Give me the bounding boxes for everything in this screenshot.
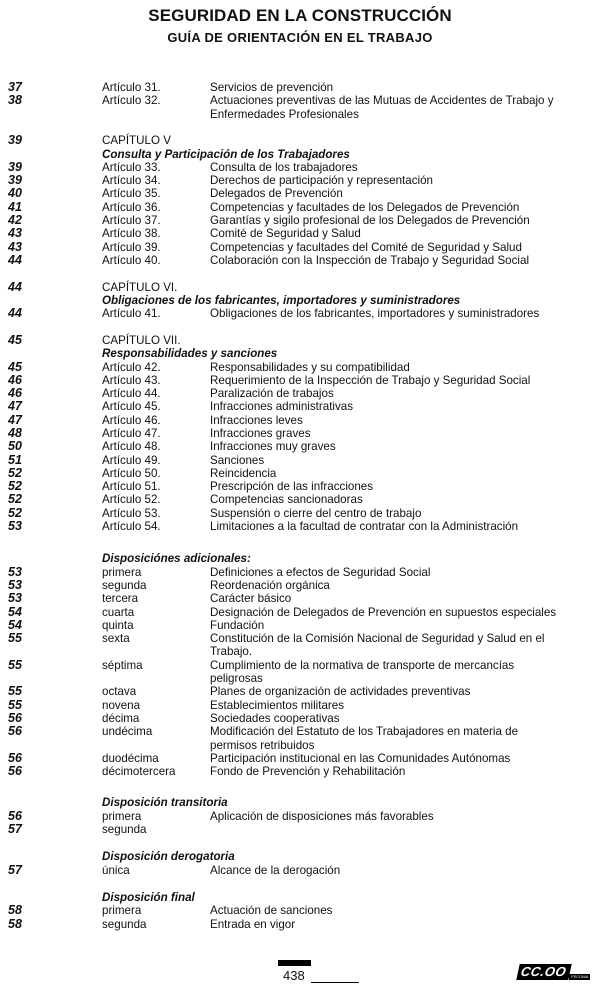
toc-label: Artículo 48. xyxy=(102,440,161,454)
toc-text: Modificación del Estatuto de los Trabajadores en materia de permisos retribuidos xyxy=(210,725,519,752)
toc-text: Derechos de participación y representación xyxy=(210,174,433,188)
toc-text: Definiciones a efectos de Seguridad Social xyxy=(210,565,431,579)
spacer xyxy=(0,267,600,280)
toc-row[interactable] xyxy=(0,201,600,214)
toc-row[interactable] xyxy=(0,918,600,931)
toc-label: Artículo 32. xyxy=(102,94,161,108)
toc-page-number: 46 xyxy=(8,372,22,387)
toc-page-number: 56 xyxy=(8,724,22,739)
toc-row[interactable] xyxy=(0,579,600,592)
toc-label: única xyxy=(102,863,130,877)
section-heading-row xyxy=(0,891,600,904)
toc-text: Delegados de Prevención xyxy=(210,187,343,201)
toc-text: Reincidencia xyxy=(210,466,277,480)
spacer xyxy=(0,121,600,134)
toc-page-number: 39 xyxy=(8,133,22,148)
spacer xyxy=(0,778,600,796)
footer-rule xyxy=(311,982,359,983)
toc-row[interactable] xyxy=(0,765,600,778)
spacer xyxy=(0,836,600,850)
toc-page-number: 53 xyxy=(8,564,22,579)
toc-text: Aplicación de disposiciones más favorables xyxy=(210,809,434,823)
toc-row[interactable] xyxy=(0,712,600,725)
toc-text: Fondo de Prevención y Rehabilitación xyxy=(210,765,406,779)
toc-page-number: 52 xyxy=(8,479,22,494)
toc-text: Planes de organización de actividades preventivas xyxy=(210,685,471,699)
toc-page-number: 58 xyxy=(8,903,22,918)
toc-page-number: 37 xyxy=(8,80,22,94)
toc-page-number: 47 xyxy=(8,412,22,427)
toc-row[interactable] xyxy=(0,361,600,374)
toc-row[interactable] xyxy=(0,94,600,121)
toc-row[interactable] xyxy=(0,387,600,400)
toc-page-number: 53 xyxy=(8,577,22,592)
toc-page-number: 58 xyxy=(8,916,22,931)
toc-row[interactable] xyxy=(0,632,600,659)
toc-row[interactable] xyxy=(0,214,600,227)
section-heading: Disposición transitoria xyxy=(102,796,228,810)
toc-label: Artículo 46. xyxy=(102,413,161,427)
toc-page-number: 45 xyxy=(8,359,22,374)
toc-page-number: 57 xyxy=(8,822,22,837)
toc-text: Competencias sancionadoras xyxy=(210,493,363,507)
toc-label: novena xyxy=(102,698,141,712)
toc-page-number: 54 xyxy=(8,617,22,632)
toc-row[interactable] xyxy=(0,823,600,836)
toc-label: segunda xyxy=(102,823,147,837)
spacer xyxy=(0,321,600,334)
toc-page-number: 40 xyxy=(8,186,22,201)
toc-text: Establecimientos militares xyxy=(210,698,345,712)
toc-label: segunda xyxy=(102,917,147,931)
toc-row[interactable] xyxy=(0,374,600,387)
spacer xyxy=(0,533,600,552)
toc-text: Limitaciones a la facultad de contratar con la Administración xyxy=(210,520,519,534)
toc-row[interactable] xyxy=(0,307,600,320)
toc-row[interactable] xyxy=(0,699,600,712)
footer-decorative-bar xyxy=(278,960,311,966)
ccoo-logo xyxy=(518,964,590,980)
section-heading: Obligaciones de los fabricantes, importadores y suministradores xyxy=(102,293,461,307)
toc-page-number: 47 xyxy=(8,399,22,414)
toc-page-number: 52 xyxy=(8,492,22,507)
toc-row[interactable] xyxy=(0,659,600,686)
toc-text: Carácter básico xyxy=(210,592,292,606)
toc-text: Fundación xyxy=(210,618,265,632)
toc-page-number: 43 xyxy=(8,226,22,241)
toc-page-number: 45 xyxy=(8,332,22,347)
toc-row[interactable] xyxy=(0,493,600,506)
toc-label: tercera xyxy=(102,592,139,606)
toc-row[interactable] xyxy=(0,685,600,698)
toc-text: Sociedades cooperativas xyxy=(210,711,340,725)
toc-row[interactable] xyxy=(0,81,600,94)
toc-page-number: 54 xyxy=(8,604,22,619)
toc-label: undécima xyxy=(102,725,153,739)
toc-page-number: 56 xyxy=(8,808,22,823)
toc-label: décima xyxy=(102,711,140,725)
toc-label: primera xyxy=(102,809,142,823)
chapter-row[interactable] xyxy=(0,134,600,147)
toc-row[interactable] xyxy=(0,619,600,632)
toc-row[interactable] xyxy=(0,904,600,917)
toc-page-number: 56 xyxy=(8,764,22,779)
toc-row[interactable] xyxy=(0,241,600,254)
spacer xyxy=(0,877,600,891)
toc-text: Alcance de la derogación xyxy=(210,863,341,877)
logo-sub-text: FECOMA xyxy=(571,974,589,979)
document-title: SEGURIDAD EN LA CONSTRUCCIÓN xyxy=(148,6,452,25)
toc-label: Artículo 54. xyxy=(102,520,161,534)
toc-page-number: 55 xyxy=(8,657,22,672)
toc-text: Paralización de trabajos xyxy=(210,387,334,401)
toc-page-number: 52 xyxy=(8,465,22,480)
toc-label: Artículo 51. xyxy=(102,480,161,494)
section-heading-row xyxy=(0,552,600,565)
toc-label: Artículo 35. xyxy=(102,187,161,201)
section-heading-row xyxy=(0,294,600,307)
toc-text: Garantías y sigilo profesional de los Delegados de Prevención xyxy=(210,214,530,228)
section-heading-row xyxy=(0,347,600,360)
chapter-label: CAPÍTULO V xyxy=(102,134,171,148)
toc-label: Artículo 53. xyxy=(102,506,161,520)
section-heading: Disposición derogatoria xyxy=(102,850,235,864)
toc-label: Artículo 49. xyxy=(102,453,161,467)
toc-label: Artículo 34. xyxy=(102,174,161,188)
toc-row[interactable] xyxy=(0,427,600,440)
toc-text: Suspensión o cierre del centro de trabajo xyxy=(210,506,422,520)
toc-page-number: 39 xyxy=(8,159,22,174)
toc-text: Requerimiento de la Inspección de Trabajo y Seguridad Social xyxy=(210,373,531,387)
toc-text: Participación institucional en las Comunidades Autónomas xyxy=(210,751,511,765)
toc-page-number: 55 xyxy=(8,697,22,712)
toc-text: Infracciones administrativas xyxy=(210,400,354,414)
toc-page-number: 55 xyxy=(8,631,22,646)
toc-label: Artículo 50. xyxy=(102,466,161,480)
toc-text: Servicios de prevención xyxy=(210,81,334,94)
toc-page-number: 42 xyxy=(8,213,22,228)
toc-page-number: 44 xyxy=(8,279,22,294)
toc-label: Artículo 44. xyxy=(102,387,161,401)
chapter-label: CAPÍTULO VI. xyxy=(102,280,178,294)
toc-text: Infracciones graves xyxy=(210,427,311,440)
toc-text: Cumplimiento de la normativa de transporte de mercancías peligrosas xyxy=(210,658,515,686)
toc-label: Artículo 40. xyxy=(102,253,161,267)
section-heading: Disposiciónes adicionales: xyxy=(102,552,251,566)
toc-text: Consulta de los trabajadores xyxy=(210,160,358,174)
toc-text: Reordenación orgánica xyxy=(210,578,330,592)
toc-row[interactable] xyxy=(0,725,600,752)
toc-page-number: 53 xyxy=(8,591,22,606)
section-heading: Disposición final xyxy=(102,890,195,904)
toc-label: décimotercera xyxy=(102,765,176,779)
toc-page-number: 48 xyxy=(8,426,22,440)
toc-row[interactable] xyxy=(0,400,600,413)
toc-label: Artículo 45. xyxy=(102,400,161,414)
toc-row[interactable] xyxy=(0,414,600,427)
document-subtitle: GUÍA DE ORIENTACIÓN EN EL TRABAJO xyxy=(167,30,433,45)
toc-text: Responsabilidades y su compatibilidad xyxy=(210,360,410,374)
toc-text: Actuación de sanciones xyxy=(210,904,333,918)
toc-row[interactable] xyxy=(0,187,600,200)
toc-label: Artículo 52. xyxy=(102,493,161,507)
toc-page-number: 50 xyxy=(8,439,22,454)
toc-label: Artículo 41. xyxy=(102,307,161,321)
toc-label: primera xyxy=(102,904,142,918)
toc-label: Artículo 47. xyxy=(102,427,161,440)
toc-page-number: 57 xyxy=(8,862,22,877)
section-heading-row xyxy=(0,148,600,161)
chapter-row[interactable] xyxy=(0,334,600,347)
toc-text: Infracciones muy graves xyxy=(210,440,336,454)
toc-row[interactable] xyxy=(0,454,600,467)
toc-page-number: 56 xyxy=(8,750,22,765)
toc-row[interactable] xyxy=(0,864,600,877)
toc-row[interactable] xyxy=(0,507,600,520)
toc-row[interactable] xyxy=(0,810,600,823)
toc-row[interactable] xyxy=(0,606,600,619)
toc-text: Competencias y facultades del Comité de Seguridad y Salud xyxy=(210,240,522,254)
toc-label: octava xyxy=(102,685,137,699)
toc-row[interactable] xyxy=(0,592,600,605)
toc-label: Artículo 33. xyxy=(102,160,161,174)
section-heading-row xyxy=(0,850,600,863)
toc-page-number: 41 xyxy=(8,199,22,214)
table-of-contents xyxy=(0,81,600,931)
toc-page-number: 52 xyxy=(8,505,22,520)
toc-text: Comité de Seguridad y Salud xyxy=(210,227,361,241)
page-header xyxy=(0,6,600,46)
toc-row[interactable] xyxy=(0,520,600,533)
toc-page-number: 46 xyxy=(8,386,22,401)
toc-label: Artículo 38. xyxy=(102,227,161,241)
toc-label: Artículo 39. xyxy=(102,240,161,254)
toc-row[interactable] xyxy=(0,752,600,765)
toc-text: Obligaciones de los fabricantes, importadores y suministradores xyxy=(210,307,540,321)
toc-page-number: 51 xyxy=(8,452,22,467)
chapter-label: CAPÍTULO VII. xyxy=(102,333,181,347)
section-heading: Consulta y Participación de los Trabajadores xyxy=(102,147,350,161)
toc-page-number: 44 xyxy=(8,306,22,321)
toc-label: quinta xyxy=(102,618,134,632)
toc-row[interactable] xyxy=(0,566,600,579)
toc-row[interactable] xyxy=(0,467,600,480)
toc-label: cuarta xyxy=(102,605,135,619)
toc-label: Artículo 43. xyxy=(102,373,161,387)
toc-row[interactable] xyxy=(0,440,600,453)
chapter-row[interactable] xyxy=(0,281,600,294)
toc-row[interactable] xyxy=(0,254,600,267)
toc-text: Infracciones leves xyxy=(210,413,303,427)
toc-row[interactable] xyxy=(0,161,600,174)
toc-row[interactable] xyxy=(0,480,600,493)
toc-text: Colaboración con la Inspección de Trabajo y Seguridad Social xyxy=(210,253,530,267)
toc-label: duodécima xyxy=(102,751,159,765)
section-heading-row xyxy=(0,796,600,809)
toc-page-number: 56 xyxy=(8,710,22,725)
toc-page-number: 44 xyxy=(8,252,22,267)
toc-page-number: 43 xyxy=(8,239,22,254)
toc-page-number: 38 xyxy=(8,93,22,108)
toc-label: primera xyxy=(102,565,142,579)
toc-label: Artículo 42. xyxy=(102,360,161,374)
page-number: 438 xyxy=(283,968,305,983)
toc-row[interactable] xyxy=(0,227,600,240)
toc-text: Sanciones xyxy=(210,453,265,467)
toc-row[interactable] xyxy=(0,174,600,187)
toc-text: Prescripción de las infracciones xyxy=(210,480,374,494)
toc-label: séptima xyxy=(102,658,143,672)
toc-page-number: 55 xyxy=(8,684,22,699)
toc-page-number: 39 xyxy=(8,173,22,188)
section-heading: Responsabilidades y sanciones xyxy=(102,347,278,361)
toc-text: Designación de Delegados de Prevención en supuestos especiales xyxy=(210,605,557,619)
toc-text: Entrada en vigor xyxy=(210,917,296,931)
logo-main-text: CC.OO xyxy=(516,964,572,980)
toc-label: Artículo 37. xyxy=(102,214,161,228)
toc-text: Constitución de la Comisión Nacional de Seguridad y Salud en el Trabajo. xyxy=(210,632,545,659)
toc-label: sexta xyxy=(102,632,130,646)
toc-label: Artículo 31. xyxy=(102,81,161,94)
toc-text: Competencias y facultades de los Delegados de Prevención xyxy=(210,200,520,214)
toc-page-number: 53 xyxy=(8,519,22,534)
toc-label: segunda xyxy=(102,578,147,592)
toc-label: Artículo 36. xyxy=(102,200,161,214)
toc-text: Actuaciones preventivas de las Mutuas de Accidentes de Trabajo y Enfermedades Profesionales xyxy=(210,94,554,121)
